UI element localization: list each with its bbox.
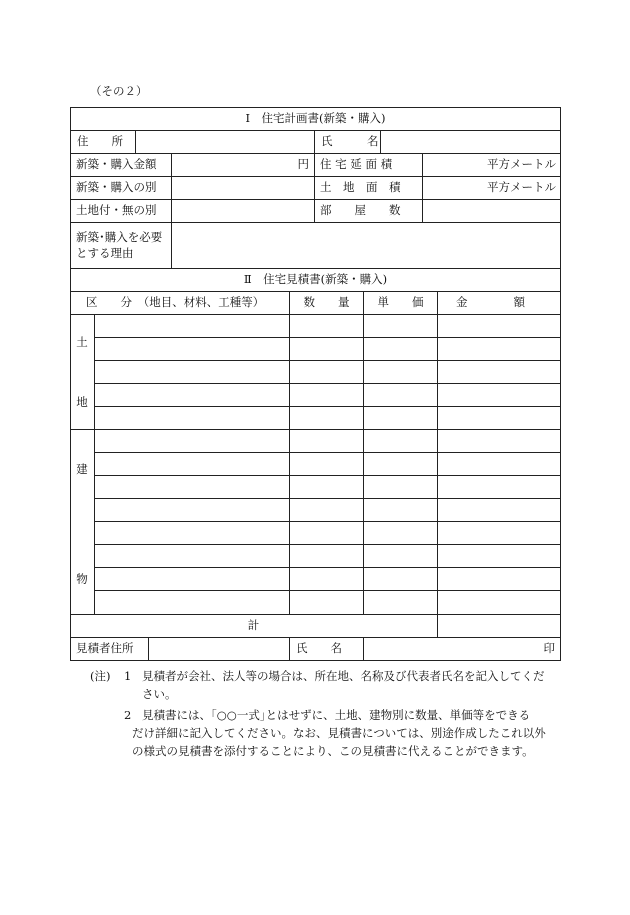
col-quantity-header: 数 量 xyxy=(303,295,350,309)
section2-title: Ⅱ 住宅見積書(新築・購入) xyxy=(243,272,388,286)
name-label: 氏 名 xyxy=(321,134,379,148)
section1-title: Ⅰ 住宅計画書(新築・購入) xyxy=(245,111,386,125)
note1-line1: 見積者が会社、法人等の場合は、所在地、名称及び代表者氏名を記入してくだ xyxy=(142,669,545,683)
reason-label-line1: 新築･購入を必要 xyxy=(76,230,163,244)
address-label: 住 所 xyxy=(77,134,123,148)
seal-label: 印 xyxy=(543,641,555,655)
col-category-header: 区 分 （地目、材料、工種等） xyxy=(86,295,265,309)
price-label: 新築・購入金額 xyxy=(76,157,157,171)
sqm-unit-land: 平方メートル xyxy=(487,180,556,194)
note2-line2: だけ詳細に記入してください。なお、見積書については、別途作成したこれ以外 xyxy=(132,726,546,740)
estimator-address-label: 見積者住所 xyxy=(76,641,134,655)
yen-unit: 円 xyxy=(297,157,309,171)
note1-line2: さい。 xyxy=(142,687,177,701)
land-label: 土地付・無の別 xyxy=(76,203,157,217)
floor-area-label: 住 宅 延 面 積 xyxy=(320,157,393,171)
land-char-bottom: 地 xyxy=(76,395,88,409)
page-label: （その２） xyxy=(90,84,148,98)
rooms-label: 部 屋 数 xyxy=(320,203,401,217)
land-area-label: 土 地 面 積 xyxy=(320,180,401,194)
note2-number: 2 xyxy=(124,708,132,722)
building-char-top: 建 xyxy=(76,462,88,476)
col-amount-header: 金 額 xyxy=(456,295,525,309)
reason-label-line2: とする理由 xyxy=(76,246,134,260)
building-char-bottom: 物 xyxy=(76,572,88,586)
total-label: 計 xyxy=(247,618,260,632)
note2-line1: 見積書には、｢○○一式｣とはせずに、土地、建物別に数量、単価等をできる xyxy=(142,708,531,722)
note1-number: 1 xyxy=(124,669,132,683)
note2-line3: の様式の見積書を添付することにより、この見積書に代えることができます。 xyxy=(132,744,534,758)
col-unit-price-header: 単 価 xyxy=(377,295,424,309)
type-label: 新築・購入の別 xyxy=(76,180,157,194)
estimator-name-label: 氏 名 xyxy=(296,641,342,655)
sqm-unit-floor: 平方メートル xyxy=(487,157,556,171)
land-char-top: 土 xyxy=(76,335,88,349)
notes-prefix: (注) xyxy=(90,669,111,683)
